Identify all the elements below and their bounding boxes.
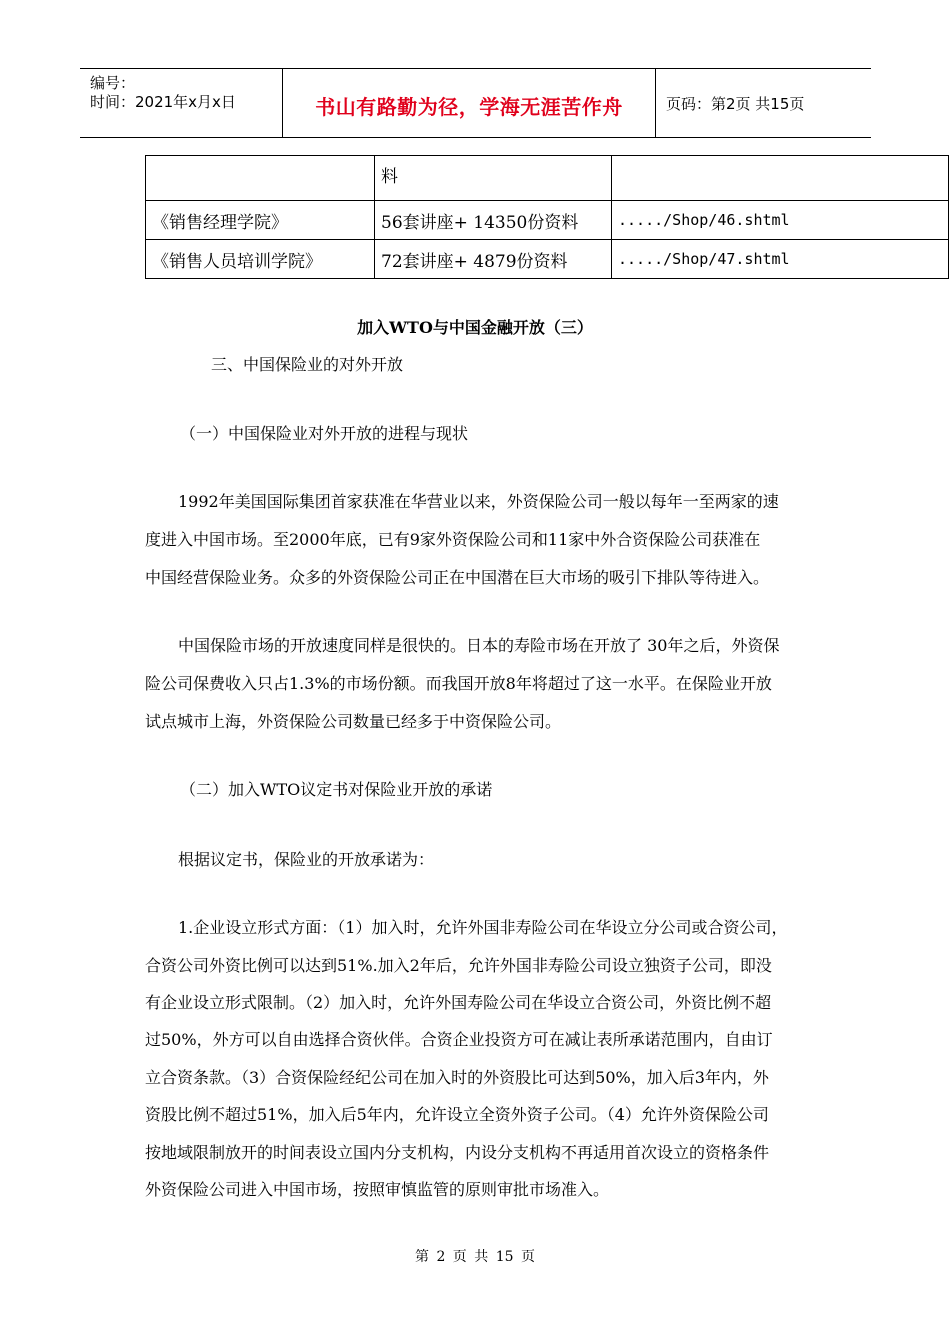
paragraph-line: 有企业设立形式限制。（2）加入时，允许外国寿险公司在华设立合资公司，外资比例不超 [145, 993, 772, 1012]
table-cell-name: 《销售经理学院》 [146, 201, 375, 240]
paragraph-line: 险公司保费收入只占1.3%的市场份额。而我国开放8年将超过了这一水平。在保险业开放 [145, 674, 772, 693]
header-meta-cell [80, 69, 283, 137]
table-row [146, 240, 949, 279]
paragraph-line: 中国保险市场的开放速度同样是很快的。日本的寿险市场在开放了 30年之后，外资保 [178, 636, 780, 655]
paragraph-line: 根据议定书，保险业的开放承诺为： [178, 850, 435, 869]
paragraph-line: 立合资条款。（3）合资保险经纪公司在加入时的外资股比可达到50%，加入后3年内，外 [145, 1068, 769, 1087]
paragraph-line: 合资公司外资比例可以达到51%.加入2年后，允许外国非寿险公司设立独资子公司，即没 [145, 956, 772, 975]
subsection-heading: （一）中国保险业对外开放的进程与现状 [180, 424, 469, 443]
section-heading: 三、中国保险业的对外开放 [211, 355, 404, 374]
table-row [146, 201, 949, 240]
date-label: 时间：2021年x月x日 [90, 93, 236, 111]
paragraph-line: 1.企业设立形式方面：（1）加入时，允许外国非寿险公司在华设立分公司或合资公司， [178, 918, 788, 937]
table-cell-content: 料 [375, 156, 612, 201]
header-page-cell [656, 69, 871, 137]
page-header [80, 68, 871, 138]
motto: 书山有路勤为径，学海无涯苦作舟 [315, 95, 623, 119]
paragraph-line: 按地域限制放开的时间表设立国内分支机构，内设分支机构不再适用首次设立的资格条件 [145, 1143, 770, 1162]
table-row [146, 156, 949, 201]
paragraph-line: 外资保险公司进入中国市场，按照审慎监管的原则审批市场准入。 [145, 1180, 610, 1199]
paragraph-line: 过50%，外方可以自由选择合资伙伴。合资企业投资方可在减让表所承诺范围内，自由订 [145, 1030, 773, 1049]
paragraph-line: 试点城市上海，外资保险公司数量已经多于中资保险公司。 [145, 712, 562, 731]
paragraph-line: 中国经营保险业务。众多的外资保险公司正在中国潜在巨大市场的吸引下排队等待进入。 [145, 568, 770, 587]
page-footer: 第 2 页 共 15 页 [415, 1249, 535, 1265]
number-label: 编号： [90, 74, 136, 92]
table-cell-link [612, 156, 949, 201]
table-cell-name: 《销售人员培训学院》 [146, 240, 375, 279]
paragraph-line: 度进入中国市场。至2000年底，已有9家外资保险公司和11家中外合资保险公司获准在 [145, 530, 761, 549]
catalogue-table [145, 155, 949, 279]
table-cell-link[interactable]: ...../Shop/47.shtml [612, 240, 949, 279]
paragraph-line: 资股比例不超过51%，加入后5年内，允许设立全资外资子公司。（4）允许外资保险公司 [145, 1105, 769, 1124]
table-cell-link[interactable]: ...../Shop/46.shtml [612, 201, 949, 240]
paragraph-line: 1992年美国国际集团首家获准在华营业以来，外资保险公司一般以每年一至两家的速 [178, 492, 779, 511]
table-cell-content: 56套讲座+ 14350份资料 [375, 201, 612, 240]
header-motto-cell [283, 69, 656, 137]
subsection-heading: （二）加入WTO议定书对保险业开放的承诺 [180, 780, 493, 799]
table-cell-content: 72套讲座+ 4879份资料 [375, 240, 612, 279]
article-title: 加入WTO与中国金融开放（三） [357, 318, 593, 337]
table-cell-name [146, 156, 375, 201]
page-indicator: 页码：第2页 共15页 [666, 95, 805, 113]
